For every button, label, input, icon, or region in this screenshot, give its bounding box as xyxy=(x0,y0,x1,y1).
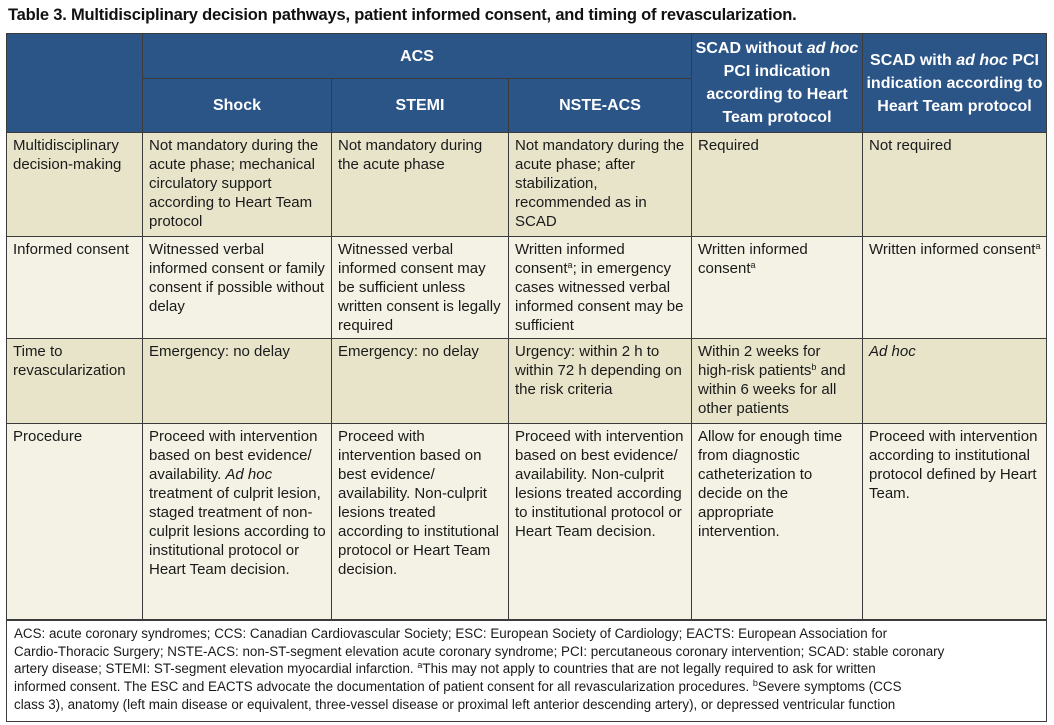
cell-decision-scad-without: Required xyxy=(692,133,863,237)
table-footnote xyxy=(6,620,1047,722)
cell-timing-shock: Emergency: no delay xyxy=(143,339,332,424)
row-procedure xyxy=(7,424,1047,620)
cell-procedure-shock: Proceed with intervention based on best evidence/ availability. Ad hoc treatment of culprit lesion, staged treatment of non-culprit lesions according to institutional protocol or Heart Team decision. xyxy=(143,424,332,620)
row-label-timing: Time to revascularization xyxy=(7,339,143,424)
cell-consent-scad-with: Written informed consent$^a$ xyxy=(863,237,1047,339)
cell-consent-nste: Written informed consent$^a$; in emergency cases witnessed verbal informed consent may be sufficient xyxy=(509,237,692,339)
row-label-procedure: Procedure xyxy=(7,424,143,620)
row-time-to-revascularization xyxy=(7,339,1047,424)
cell-decision-stemi: Not mandatory during the acute phase xyxy=(332,133,509,237)
header-stemi: STEMI xyxy=(332,79,509,133)
row-label-decision: Multidisciplinary decision-making xyxy=(7,133,143,237)
cell-timing-nste: Urgency: within 2 h to within 72 h depending on the risk criteria xyxy=(509,339,692,424)
header-corner xyxy=(7,34,143,133)
cell-decision-shock: Not mandatory during the acute phase; mechanical circulatory support according to Heart Team protocol xyxy=(143,133,332,237)
page-title: Table 3. Multidisciplinary decision pathways, patient informed consent, and timing of revascularization. xyxy=(8,6,797,24)
row-informed-consent xyxy=(7,237,1047,339)
footnote-line-3: artery disease; STEMI: ST-segment elevation myocardial infarction. $^a$This may not apply to countries that are not legally required to ask for written xyxy=(14,660,876,677)
footnote-line-5: class 3), anatomy (left main disease or equivalent, three-vessel disease or proximal left anterior descending artery), or depressed ventricular function xyxy=(14,696,896,712)
cell-procedure-scad-without: Allow for enough time from diagnostic catheterization to decide on the appropriate intervention. xyxy=(692,424,863,620)
cell-decision-nste: Not mandatory during the acute phase; after stabilization, recommended as in SCAD xyxy=(509,133,692,237)
cell-consent-scad-without: Written informed consent$^a$ xyxy=(692,237,863,339)
cell-timing-scad-without: Within 2 weeks for high-risk patients$^b$ and within 6 weeks for all other patients xyxy=(692,339,863,424)
footnote-line-2: Cardio-Thoracic Surgery; NSTE-ACS: non-ST-segment elevation acute coronary syndrome; PCI: percutaneous coronary intervention; SCAD: stable coronary xyxy=(14,643,945,659)
decision-pathways-table xyxy=(6,33,1047,620)
footnote-line-1: ACS: acute coronary syndromes; CCS: Canadian Cardiovascular Society; ESC: European Society of Cardiology; EACTS: European Association for xyxy=(14,626,888,641)
cell-consent-shock: Witnessed verbal informed consent or family consent if possible without delay xyxy=(143,237,332,339)
header-acs: ACS xyxy=(143,34,692,79)
header-scad-with: SCAD with ad hoc PCI indication according to Heart Team protocol xyxy=(863,34,1047,133)
header-scad-without: SCAD without ad hoc PCI indication according to Heart Team protocol xyxy=(692,34,863,133)
header-shock: Shock xyxy=(143,79,332,133)
cell-timing-scad-with: Ad hoc xyxy=(863,339,1047,424)
footnote-line-4: informed consent. The ESC and EACTS advocate the documentation of patient consent for all revascularization procedures. $^b$Severe symptoms (CCS xyxy=(14,678,902,695)
cell-procedure-nste: Proceed with intervention based on best evidence/ availability. Non-culprit lesions treated according to institutional protocol or Heart Team decision. xyxy=(509,424,692,620)
row-decision-making xyxy=(7,133,1047,237)
cell-timing-stemi: Emergency: no delay xyxy=(332,339,509,424)
cell-procedure-stemi: Proceed with intervention based on best evidence/ availability. Non-culprit lesions treated according to institutional protocol or Heart Team decision. xyxy=(332,424,509,620)
cell-procedure-scad-with: Proceed with intervention according to institutional protocol defined by Heart Team. xyxy=(863,424,1047,620)
cell-decision-scad-with: Not required xyxy=(863,133,1047,237)
cell-consent-stemi: Witnessed verbal informed consent may be sufficient unless written consent is legally required xyxy=(332,237,509,339)
row-label-consent: Informed consent xyxy=(7,237,143,339)
header-nste-acs: NSTE-ACS xyxy=(509,79,692,133)
